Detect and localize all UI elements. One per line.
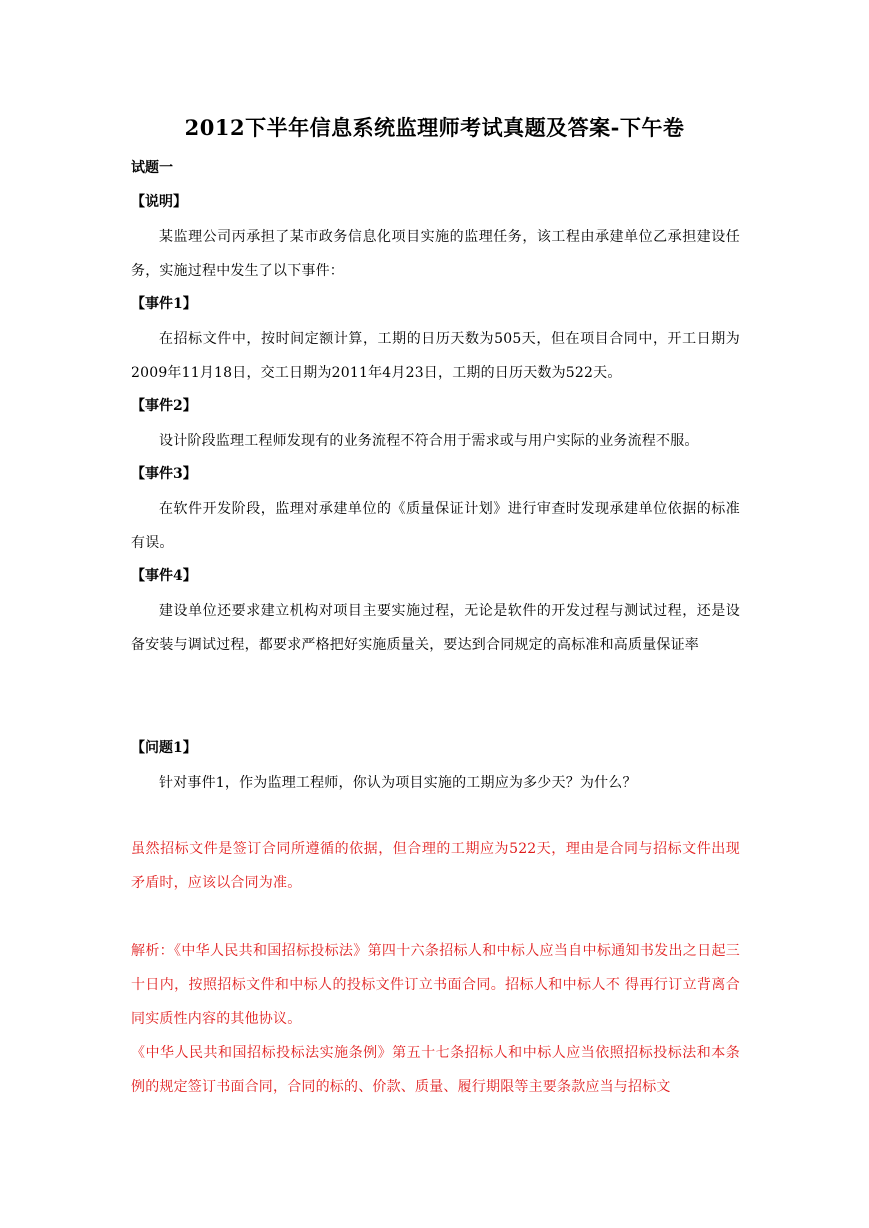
document-title: 2012下半年信息系统监理师考试真题及答案-下午卷 [184,115,685,140]
event-4-heading: 【事件4】 [131,568,197,584]
question-label: 试题一 [131,160,173,176]
problem-1-heading: 【问题1】 [131,740,197,756]
event-2-text: 设计阶段监理工程师发现有的业务流程不符合用于需求或与用户实际的业务流程不服。 [159,433,699,449]
answer-text: 虽然招标文件是签订合同所遵循的依据，但合理的工期应为522天，理由是合同与招标文件出现矛盾时，应该以合同为准。 [131,841,740,891]
event-1-heading: 【事件1】 [131,296,197,312]
event-2-heading: 【事件2】 [131,398,197,414]
analysis-text-2: 《中华人民共和国招标投标法实施条例》第五十七条招标人和中标人应当依照招标投标法和本条例的规定签订书面合同，合同的标的、价款、质量、履行期限等主要条款应当与招标文 [131,1045,740,1095]
event-1-text: 在招标文件中，按时间定额计算，工期的日历天数为505天，但在项目合同中，开工日期为2009年11月18日，交工日期为2011年4月23日，工期的日历天数为522天。 [131,331,740,381]
problem-1-text: 针对事件1，作为监理工程师，你认为项目实施的工期应为多少天？为什么？ [159,775,637,791]
description-heading: 【说明】 [131,194,187,210]
event-3-heading: 【事件3】 [131,466,197,482]
event-4-text: 建设单位还要求建立机构对项目主要实施过程，无论是软件的开发过程与测试过程，还是设备安装与调试过程，都要求严格把好实施质量关，要达到合同规定的高标准和高质量保证率 [131,603,740,653]
event-3-text: 在软件开发阶段，监理对承建单位的《质量保证计划》进行审查时发现承建单位依据的标准有误。 [131,501,740,551]
description-text: 某监理公司丙承担了某市政务信息化项目实施的监理任务，该工程由承建单位乙承担建设任务，实施过程中发生了以下事件： [131,229,740,279]
analysis-text-1: 解析：《中华人民共和国招标投标法》第四十六条招标人和中标人应当自中标通知书发出之日起三十日内，按照招标文件和中标人的投标文件订立书面合同。招标人和中标人不 得再行订立背离合同实质性内容的其他协议。 [131,943,740,1027]
